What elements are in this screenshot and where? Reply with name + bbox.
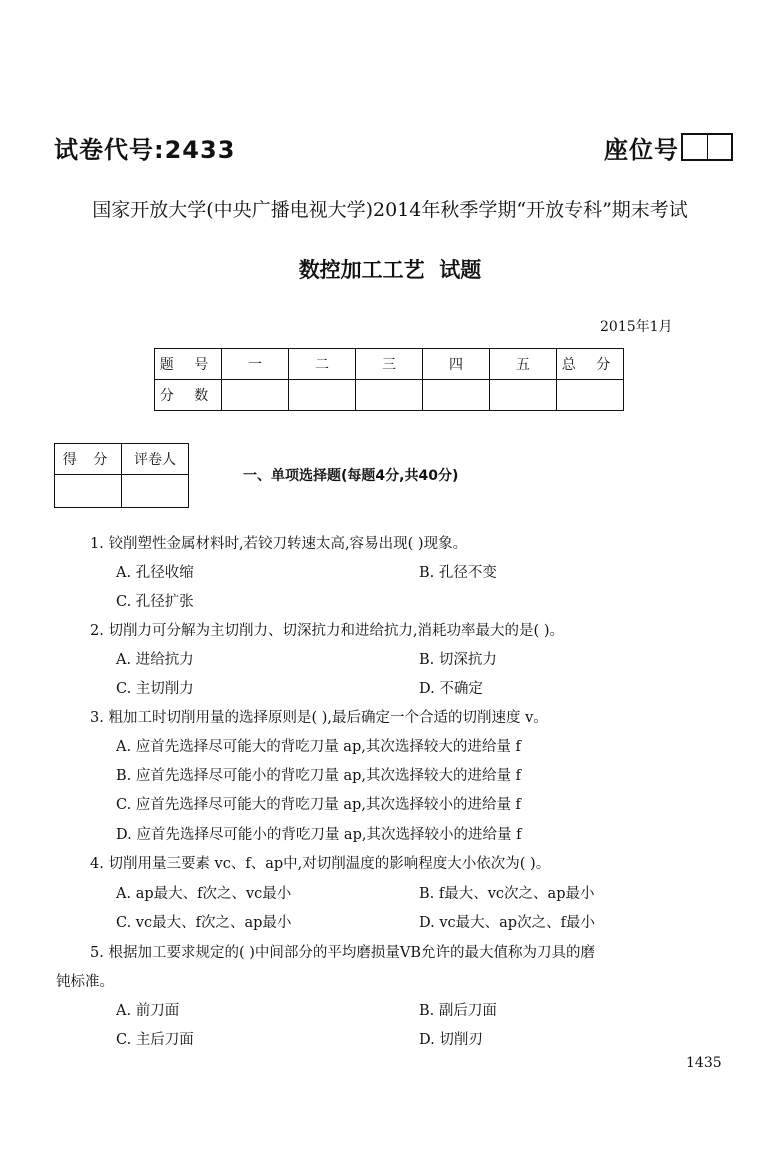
option-d: D. vc最大、ap次之、f最小	[419, 915, 595, 931]
option-a: A. ap最大、f次之、vc最小	[116, 886, 292, 902]
option-c: C. 孔径扩张	[116, 594, 194, 610]
score-col-1: 一	[222, 349, 289, 380]
seat-number-label: 座位号	[604, 136, 679, 164]
institution-line: 国家开放大学(中央广播电视大学)2014年秋季学期“开放专科”期末考试	[92, 199, 688, 221]
option-b: B. f最大、vc次之、ap最小	[419, 886, 595, 902]
score-col-total: 总 分	[557, 349, 624, 380]
score-table	[154, 348, 624, 411]
score-label: 分 数	[155, 380, 222, 411]
option-d: D. 切削刃	[419, 1032, 483, 1048]
exam-code: 试卷代号:2433	[54, 136, 236, 164]
grader-table	[54, 443, 189, 508]
score-cell	[557, 380, 624, 411]
section-heading: 一、单项选择题(每题4分,共40分)	[243, 468, 459, 484]
score-table-score-row	[155, 380, 624, 411]
score-cell	[490, 380, 557, 411]
question-number-label: 题 号	[155, 349, 222, 380]
score-col-3: 三	[356, 349, 423, 380]
option-c: C. 主切削力	[116, 681, 194, 697]
option-b: B. 副后刀面	[419, 1003, 497, 1019]
seat-number-cell	[708, 135, 732, 159]
option-a: A. 进给抗力	[116, 652, 194, 668]
score-col-5: 五	[490, 349, 557, 380]
option-b: B. 切深抗力	[419, 652, 497, 668]
option-b: B. 孔径不变	[419, 565, 497, 581]
question-stem: 5. 根据加工要求规定的( )中间部分的平均磨损量VB允许的最大值称为刀具的磨	[90, 945, 595, 961]
option-b: B. 应首先选择尽可能小的背吃刀量 ap,其次选择较大的进给量 f	[116, 768, 521, 784]
seat-number-cell	[683, 135, 708, 159]
page-number: 1435	[686, 1055, 722, 1071]
question-stem: 1. 铰削塑性金属材料时,若铰刀转速太高,容易出现( )现象。	[90, 536, 468, 552]
option-c: C. 主后刀面	[116, 1032, 194, 1048]
question-stem: 3. 粗加工时切削用量的选择原则是( ),最后确定一个合适的切削速度 v。	[90, 710, 548, 726]
score-cell	[222, 380, 289, 411]
option-c: C. vc最大、f次之、ap最小	[116, 915, 292, 931]
option-a: A. 前刀面	[116, 1003, 180, 1019]
exam-date: 2015年1月	[600, 319, 673, 335]
score-table-header-row	[155, 349, 624, 380]
option-a: A. 应首先选择尽可能大的背吃刀量 ap,其次选择较大的进给量 f	[116, 739, 521, 755]
grader-score-label: 得 分	[55, 444, 122, 475]
question-stem: 4. 切削用量三要素 vc、f、ap中,对切削温度的影响程度大小依次为( )。	[90, 856, 551, 872]
grader-name-label: 评卷人	[122, 444, 189, 475]
grader-name-cell	[122, 475, 189, 508]
exam-title: 数控加工工艺 试题	[298, 258, 482, 282]
score-col-4: 四	[423, 349, 490, 380]
score-col-2: 二	[289, 349, 356, 380]
option-a: A. 孔径收缩	[116, 565, 194, 581]
grader-score-cell	[55, 475, 122, 508]
question-stem: 2. 切削力可分解为主切削力、切深抗力和进给抗力,消耗功率最大的是( )。	[90, 623, 564, 639]
seat-number-box	[681, 133, 733, 161]
score-cell	[423, 380, 490, 411]
question-stem-continued: 钝标准。	[56, 974, 114, 990]
option-d: D. 应首先选择尽可能小的背吃刀量 ap,其次选择较小的进给量 f	[116, 827, 522, 843]
option-c: C. 应首先选择尽可能大的背吃刀量 ap,其次选择较小的进给量 f	[116, 797, 521, 813]
score-cell	[289, 380, 356, 411]
score-cell	[356, 380, 423, 411]
option-d: D. 不确定	[419, 681, 483, 697]
